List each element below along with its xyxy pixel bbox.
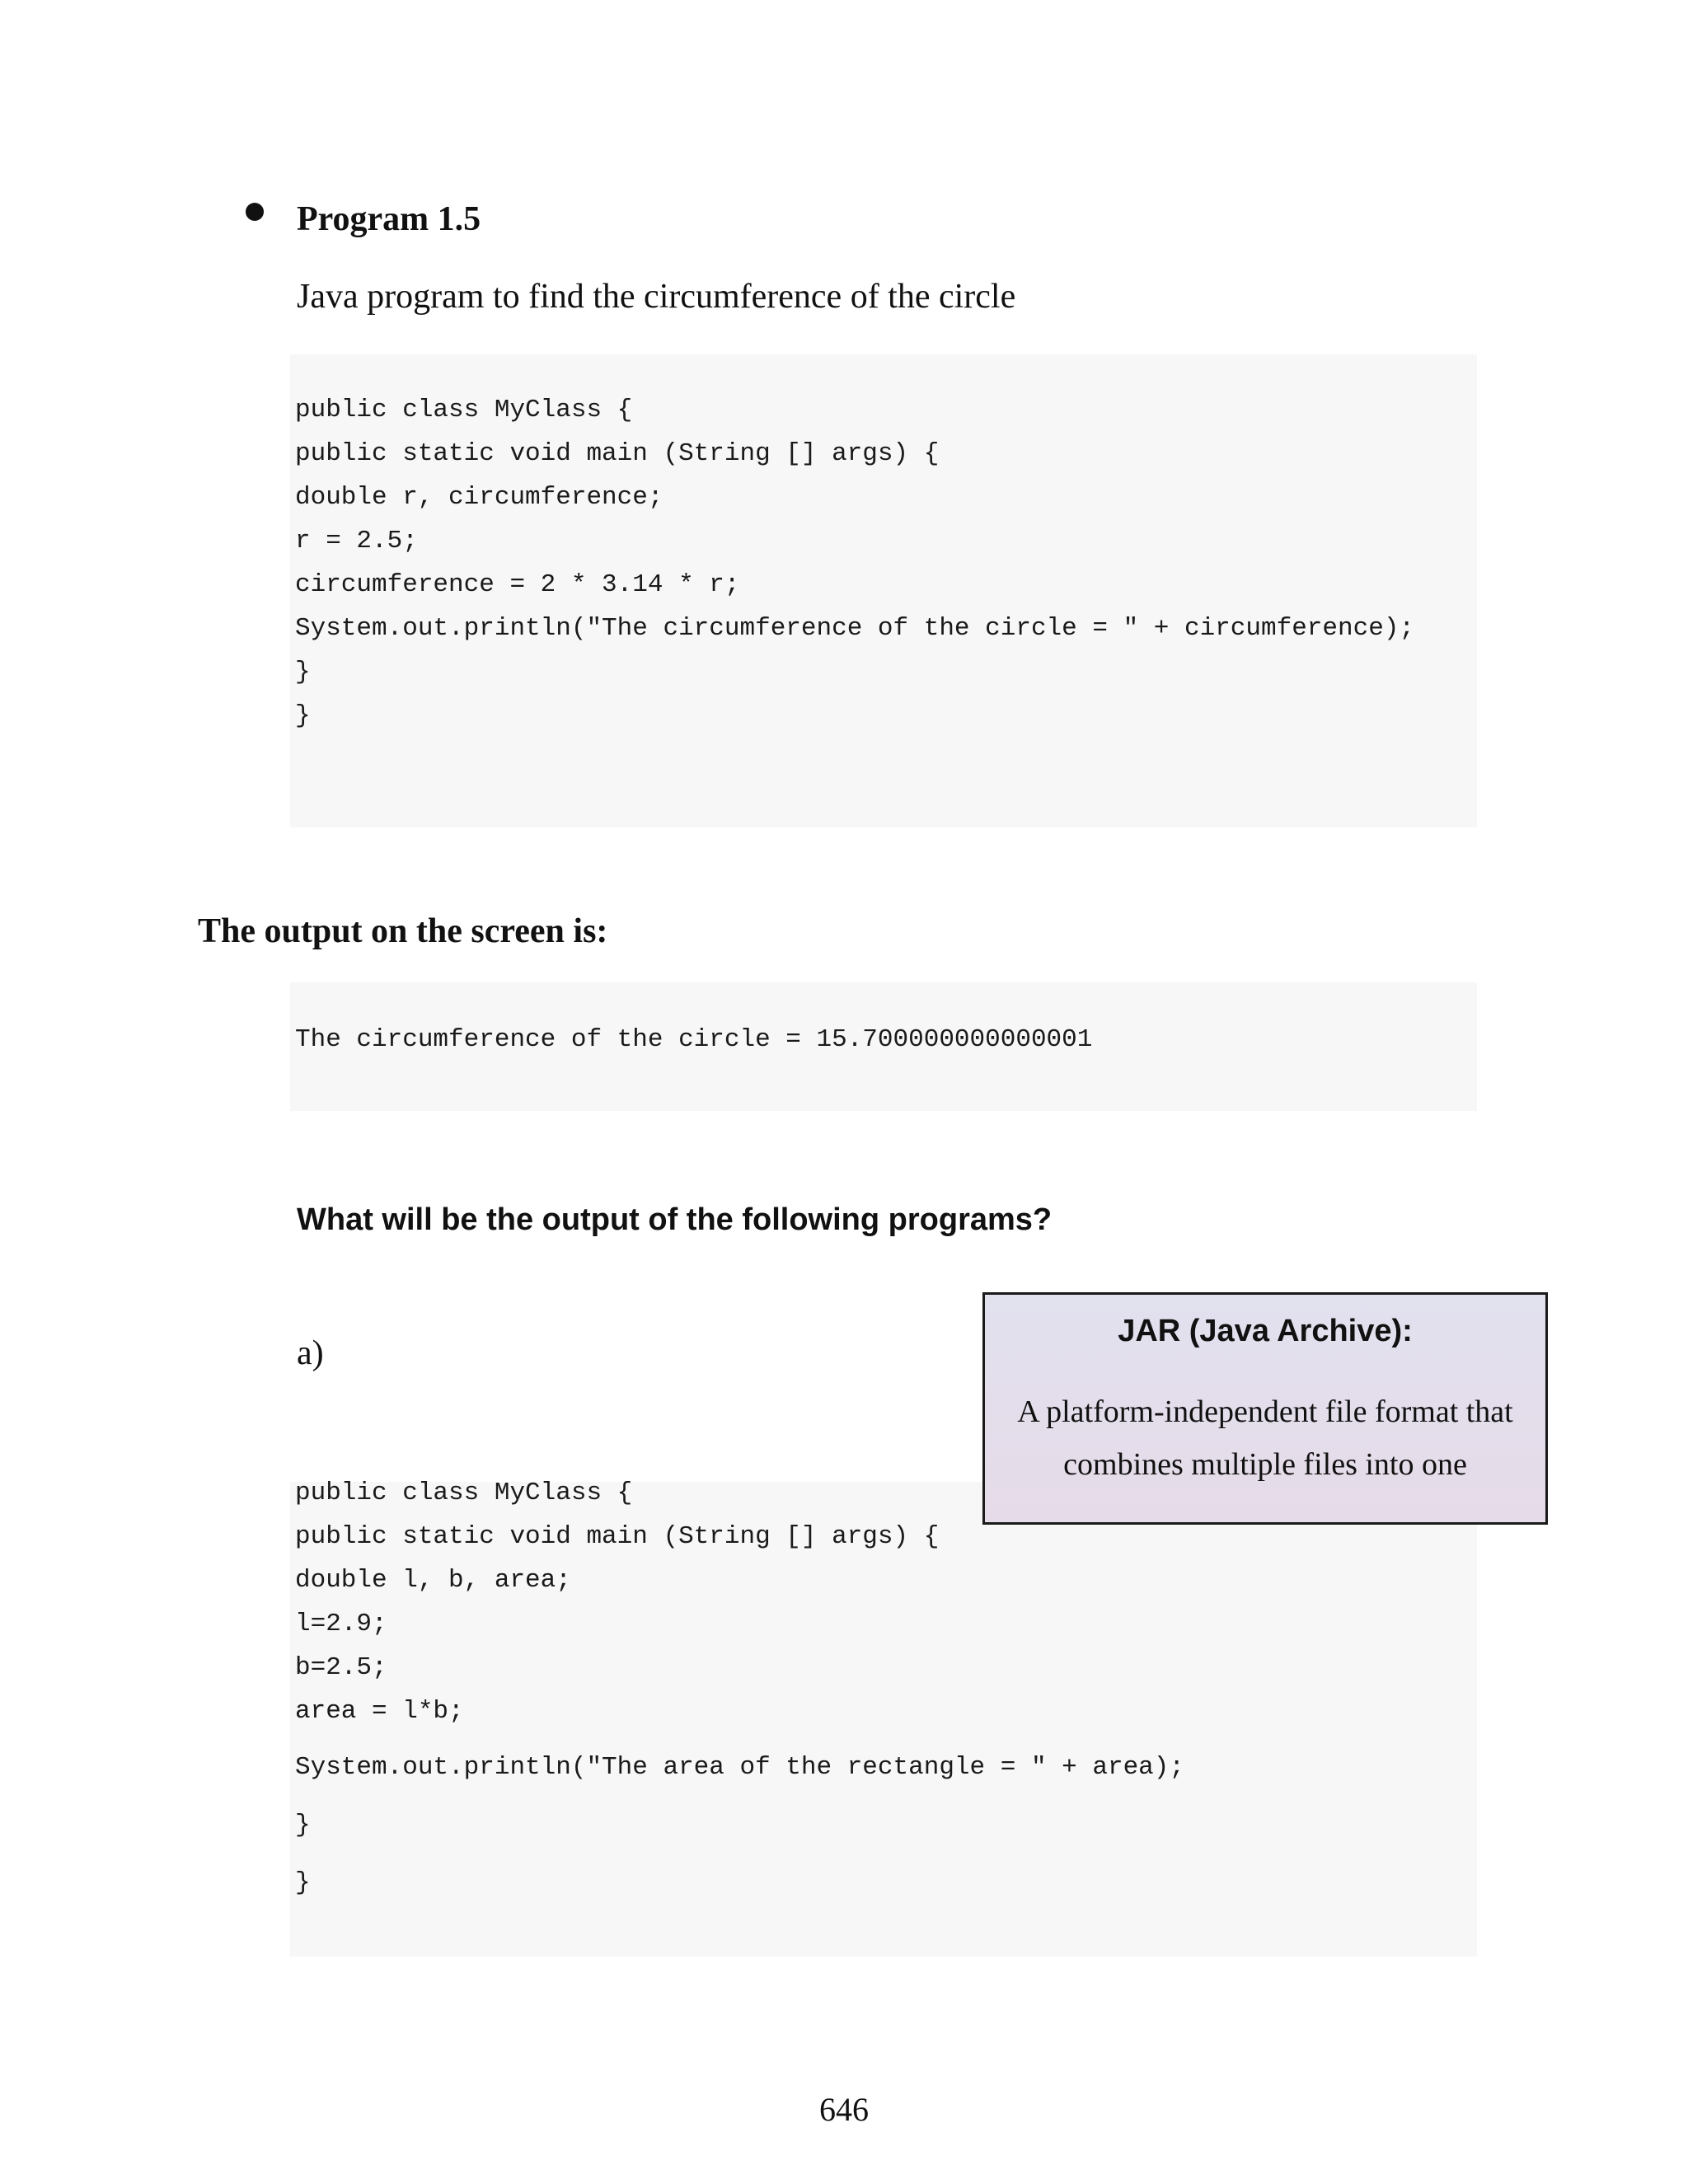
- code-line: public static void main (String [] args) {: [295, 1522, 940, 1551]
- exercise-heading: What will be the output of the following programs?: [297, 1202, 1053, 1237]
- code-line: public class MyClass {: [295, 396, 633, 424]
- code-line: public static void main (String [] args) {: [295, 439, 940, 468]
- code-line: }: [295, 1868, 311, 1897]
- jar-definition-callout: [982, 1292, 1548, 1525]
- output-text: The circumference of the circle = 15.700000000000001: [295, 1025, 1093, 1054]
- page-number: 646: [819, 2091, 869, 2128]
- code-line: area = l*b;: [295, 1697, 464, 1726]
- code-line: }: [295, 1811, 311, 1840]
- callout-body: A platform-independent file format that combines multiple files into one: [1017, 1394, 1513, 1482]
- code-line: l=2.9;: [295, 1610, 387, 1638]
- output-heading: The output on the screen is:: [198, 912, 608, 950]
- program-description: Java program to find the circumference of the circle: [297, 278, 1016, 316]
- code-line: System.out.println("The circumference of the circle = " + circumference);: [295, 614, 1415, 643]
- code-line: circumference = 2 * 3.14 * r;: [295, 570, 740, 599]
- callout-title: JAR (Java Archive):: [1118, 1314, 1413, 1348]
- code-block-circumference: [290, 354, 1477, 827]
- exercise-item-label: a): [297, 1334, 324, 1372]
- program-title: Program 1.5: [297, 200, 481, 238]
- code-line: b=2.5;: [295, 1653, 387, 1682]
- code-line: r = 2.5;: [295, 527, 418, 555]
- code-line: public class MyClass {: [295, 1479, 633, 1507]
- code-line: double l, b, area;: [295, 1566, 571, 1595]
- code-line: double r, circumference;: [295, 483, 663, 512]
- bullet-icon: [246, 203, 264, 221]
- output-block: [290, 982, 1477, 1111]
- code-block-rectangle: [290, 1479, 1477, 1957]
- code-line: System.out.println("The area of the rectangle = " + area);: [295, 1753, 1184, 1782]
- code-line: }: [295, 658, 311, 687]
- code-line: }: [295, 701, 311, 730]
